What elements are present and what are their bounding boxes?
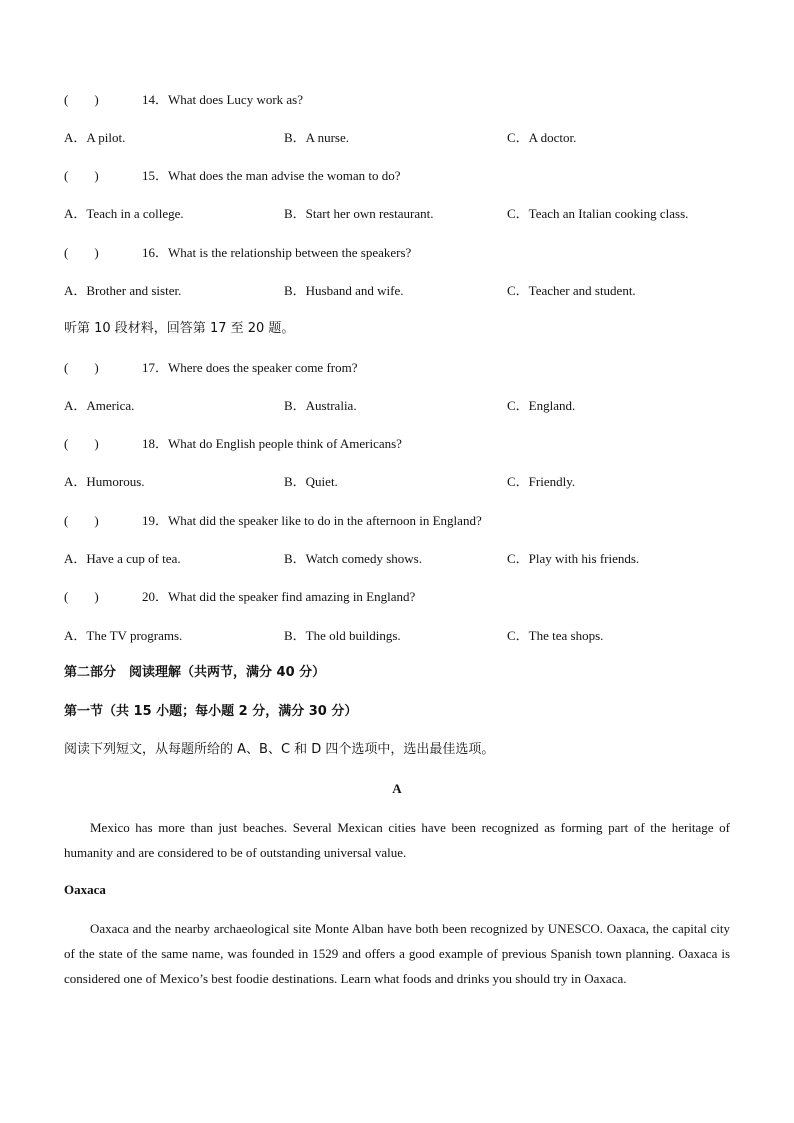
option-c: C．A doctor. — [507, 130, 577, 145]
part-two-title: 第二部分 阅读理解（共两节，满分 40 分） — [64, 665, 326, 680]
question-text: 15．What does the man advise the woman to do? — [142, 168, 401, 183]
answer-blank[interactable]: ( ) — [64, 589, 99, 604]
answer-blank[interactable]: ( ) — [64, 436, 99, 451]
question-text: 20．What did the speaker find amazing in England? — [142, 589, 416, 604]
option-b: B．The old buildings. — [284, 628, 401, 643]
question-17 — [64, 360, 358, 376]
answer-blank[interactable]: ( ) — [64, 513, 99, 528]
option-a: A．Brother and sister. — [64, 283, 182, 298]
option-b: B．A nurse. — [284, 130, 350, 145]
answer-blank[interactable]: ( ) — [64, 360, 99, 375]
option-a: A．America. — [64, 398, 135, 413]
option-b: B．Start her own restaurant. — [284, 206, 434, 221]
option-b: B．Watch comedy shows. — [284, 551, 422, 566]
question-text: 18．What do English people think of Americans? — [142, 436, 402, 451]
oaxaca-paragraph: Oaxaca and the nearby archaeological site Monte Alban have both been recognized by UNESCO. Oaxaca, the capital city of the state of the same name, was founded in 1529 and offers a good example of previous Spanish town planning. Oaxaca is considered one of Mexico’s best foodie destinations. Learn what foods and drinks you should try in Oaxaca. — [64, 921, 730, 986]
option-a: A．Humorous. — [64, 474, 145, 489]
option-c: C．Play with his friends. — [507, 551, 640, 566]
option-c: C．England. — [507, 398, 576, 413]
answer-blank[interactable]: ( ) — [64, 168, 99, 183]
passage-intro: Mexico has more than just beaches. Several Mexican cities have been recognized as forming part of the heritage of humanity and are considered to be of outstanding universal value. — [64, 820, 730, 860]
passage-label: A — [392, 781, 402, 796]
answer-blank[interactable]: ( ) — [64, 245, 99, 260]
listening-instruction: 听第 10 段材料，回答第 17 至 20 题。 — [64, 321, 295, 336]
question-text: 19．What did the speaker like to do in the afternoon in England? — [142, 513, 482, 528]
question-14 — [64, 92, 303, 108]
option-a: A．The TV programs. — [64, 628, 183, 643]
option-c: C．Friendly. — [507, 474, 576, 489]
question-text: 14．What does Lucy work as? — [142, 92, 304, 107]
question-16 — [64, 245, 411, 261]
option-b: B．Quiet. — [284, 474, 338, 489]
option-a: A．Teach in a college. — [64, 206, 184, 221]
option-b: B．Husband and wife. — [284, 283, 404, 298]
option-a: A．Have a cup of tea. — [64, 551, 181, 566]
option-a: A．A pilot. — [64, 130, 126, 145]
option-c: C．Teacher and student. — [507, 283, 636, 298]
answer-blank[interactable]: ( ) — [64, 92, 99, 107]
question-20 — [64, 589, 415, 605]
question-18 — [64, 436, 402, 452]
question-19 — [64, 513, 482, 529]
question-text: 16．What is the relationship between the speakers? — [142, 245, 412, 260]
section-one-title: 第一节（共 15 小题；每小题 2 分，满分 30 分） — [64, 704, 358, 719]
question-15 — [64, 168, 401, 184]
question-text: 17．Where does the speaker come from? — [142, 360, 358, 375]
option-c: C．The tea shops. — [507, 628, 604, 643]
option-c: C．Teach an Italian cooking class. — [507, 206, 689, 221]
reading-instruction: 阅读下列短文，从每题所给的 A、B、C 和 D 四个选项中，选出最佳选项。 — [64, 742, 495, 757]
option-b: B．Australia. — [284, 398, 357, 413]
passage-subheading: Oaxaca — [64, 882, 106, 897]
